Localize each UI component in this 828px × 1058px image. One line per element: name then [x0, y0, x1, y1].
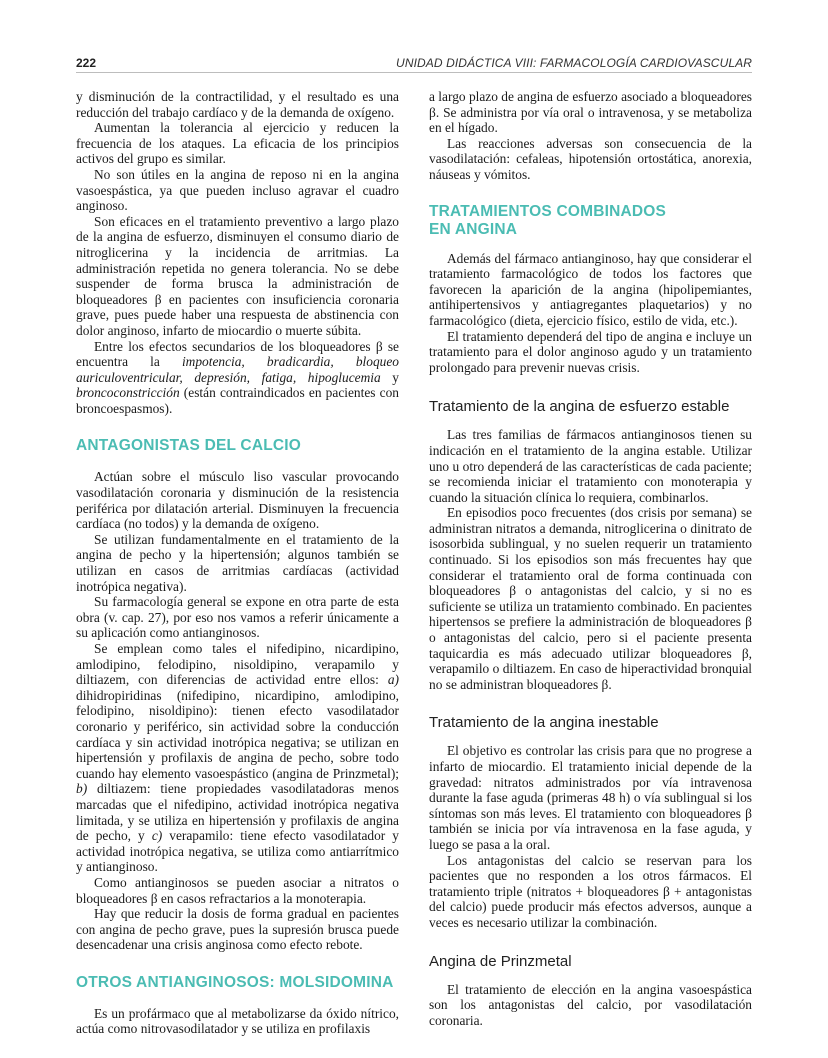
paragraph: Los antagonistas del calcio se reservan para los pacientes que no responden a los otros fármacos. El tratamiento triple (nitratos + bloqueadores β + antagonistas del calcio) puede producir más efectos adversos, aunque a veces es necesario utilizar la combinación.	[429, 852, 752, 930]
subheading-angina-inestable: Tratamiento de la angina inestable	[429, 714, 659, 732]
paragraph: Las reacciones adversas son consecuencia de la vasodilatación: cefaleas, hipotensión ortostática, anorexia, náuseas y vómitos.	[429, 135, 752, 182]
subheading-angina-estable: Tratamiento de la angina de esfuerzo estable	[429, 398, 730, 416]
page-header	[76, 51, 752, 73]
header-rule	[76, 72, 752, 73]
paragraph: El objetivo es controlar las crisis para que no progrese a infarto de miocardio. El tratamiento inicial depende de la gravedad: nitratos administrados por vía intravenosa durante la fase aguda (primeras 48 h) o vía sublingual si los síntomas son más leves. El tratamiento con bloqueadores β también se inicia por vía intravenosa en la fase aguda, y luego se pasa a la oral.	[429, 743, 752, 852]
paragraph-drug-list: Se emplean como tales el nifedipino, nicardipino, amlodipino, felodipino, nisoldipino, verapamilo y diltiazem, con diferencias de actividad entre ellos: a) dihidropiridinas (nifedipino, nicardipino, amlodipino, felodipino, nisoldipino): tienen efecto vasodilatador coronario y periférico, sin actividad sobre la conducción cardíaca y sin actividad inotrópica negativa; se utilizan en hipertensión y profilaxis de angina de pecho, sobre todo cuando hay elemento vasoespástico (angina de Prinzmetal); b) diltiazem: tiene propiedades vasodilatadoras menos marcadas que el nifedipino, actividad inotrópica negativa limitada, y se utiliza en hipertensión y profilaxis de angina de pecho, y c) verapamilo: tiene efecto vasodilatador y actividad inotrópica negativa, se utiliza como antiarrítmico y antianginoso.	[76, 641, 399, 875]
page-number: 222	[76, 56, 97, 70]
paragraph: Su farmacología general se expone en otra parte de esta obra (v. cap. 27), por eso nos vamos a referir únicamente a su aplicación como antianginosos.	[76, 594, 399, 641]
paragraph: Se utilizan fundamentalmente en el tratamiento de la angina de pecho y la hipertensión; algunos también se utilizan en casos de arritmias cardíacas (actividad inotrópica negativa).	[76, 531, 399, 594]
paragraph: El tratamiento dependerá del tipo de angina e incluye un tratamiento para el dolor anginoso agudo y un tratamiento prolongado para prevenir nuevas crisis.	[429, 328, 752, 375]
paragraph: En episodios poco frecuentes (dos crisis por semana) se administran nitratos a demanda, nitroglicerina o dinitrato de isosorbida sublingual, y no suelen requerir un tratamiento continuado. Si los episodios son más frecuentes hay que considerar el tratamiento oral de forma continuada con bloqueadores β o antagonistas del calcio, y si no es suficiente se utiliza un tratamiento combinado. En pacientes hipertensos se prefiere la administración de bloqueadores β o antagonistas del calcio, pero si el paciente presenta taquicardia es más adecuado utilizar bloqueadores β, verapamilo o diltiazem. En caso de hiperactividad bronquial no se administran bloqueadores β.	[429, 505, 752, 692]
paragraph: Hay que reducir la dosis de forma gradual en pacientes con angina de pecho grave, pues la supresión brusca puede desencadenar una crisis anginosa como efecto rebote.	[76, 906, 399, 953]
paragraph-side-effects: Entre los efectos secundarios de los bloqueadores β se encuentra la impotencia, bradicardia, bloqueo auriculoventricular, depresión, fatiga, hipoglucemia y broncoconstricción (están contraindicados en pacientes con broncoespasmos).	[76, 338, 399, 416]
running-title: UNIDAD DIDÁCTICA VIII: FARMACOLOGÍA CARDIOVASCULAR	[396, 56, 752, 70]
paragraph: Además del fármaco antianginoso, hay que considerar el tratamiento farmacológico de todos los factores que favorecen la aparición de la angina (hipolipemiantes, antihipertensivos y antiagregantes plaquetarios) y no farmacológico (dieta, ejercicio físico, estilo de vida, etc.).	[429, 250, 752, 328]
section-heading-tratamientos-combinados: TRATAMIENTOS COMBINADOS EN ANGINA	[429, 202, 667, 238]
paragraph: El tratamiento de elección en la angina vasoespástica son los antagonistas del calcio, por vasodilatación coronaria.	[429, 981, 752, 1028]
paragraph: Como antianginosos se pueden asociar a nitratos o bloqueadores β en casos refractarios a la monoterapia.	[76, 874, 399, 906]
subheading-angina-prinzmetal: Angina de Prinzmetal	[429, 952, 572, 970]
section-heading-otros-antianginosos: OTROS ANTIANGINOSOS: MOLSIDOMINA	[76, 973, 394, 991]
left-column	[76, 89, 399, 1037]
paragraph: Actúan sobre el músculo liso vascular provocando vasodilatación coronaria y disminución de la resistencia periférica por dilatación arterial. Disminuyen la frecuencia cardíaca (no todos) y la demanda de oxígeno.	[76, 469, 399, 532]
paragraph: Aumentan la tolerancia al ejercicio y reducen la frecuencia de los ataques. La eficacia de los principios activos del grupo es similar.	[76, 120, 399, 167]
paragraph: Las tres familias de fármacos antianginosos tienen su indicación en el tratamiento de la angina estable. Utilizar uno u otro dependerá de las características de cada paciente; se recomienda iniciar el tratamiento con monoterapia y cuando la situación clínica lo requiera, combinarlos.	[429, 427, 752, 505]
paragraph: a largo plazo de angina de esfuerzo asociado a bloqueadores β. Se administra por vía oral o intravenosa, y se metaboliza en el hígado.	[429, 89, 752, 136]
right-column	[429, 89, 752, 1028]
paragraph: Son eficaces en el tratamiento preventivo a largo plazo de la angina de esfuerzo, disminuyen el consumo diario de nitroglicerina y la incidencia de arritmias. La administración repetida no genera tolerancia. No se debe suspender de forma brusca la administración de bloqueadores β en pacientes con insuficiencia coronaria grave, pues puede haber una respuesta de abstinencia con dolor anginoso, infarto de miocardio o muerte súbita.	[76, 213, 399, 338]
paragraph: No son útiles en la angina de reposo ni en la angina vasoespástica, ya que pueden incluso agravar el cuadro anginoso.	[76, 166, 399, 214]
paragraph: y disminución de la contractilidad, y el resultado es una reducción del trabajo cardíaco y de la demanda de oxígeno.	[76, 89, 399, 120]
paragraph: Es un profármaco que al metabolizarse da óxido nítrico, actúa como nitrovasodilatador y se utiliza en profilaxis	[76, 1005, 399, 1037]
section-heading-antagonistas-calcio: ANTAGONISTAS DEL CALCIO	[76, 437, 302, 455]
